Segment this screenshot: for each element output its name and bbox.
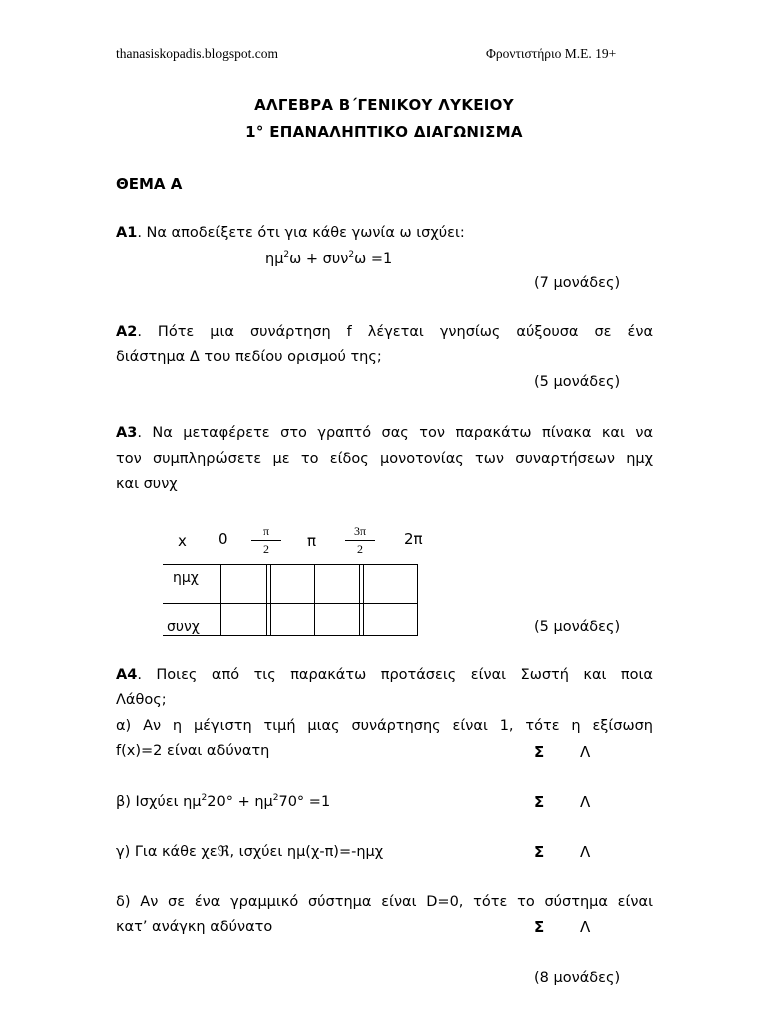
a1-text: . Να αποδείξετε ότι για κάθε γωνία ω ισχύει: xyxy=(137,225,465,241)
frac-numerator: π xyxy=(251,524,281,541)
a2-points: (5 μονάδες) xyxy=(534,374,621,390)
a4-text1: . Ποιες από τις παρακάτω προτάσεις είναι Σωστή και ποια xyxy=(137,667,653,683)
a4-b-part: 70° =1 xyxy=(278,794,331,810)
a3-line1 xyxy=(116,425,653,441)
a1-formula-sup: 2 xyxy=(348,250,355,260)
a1-formula-part: ω + συν xyxy=(289,251,349,267)
table-row-sin: ημχ xyxy=(173,570,199,586)
title-line1: ΑΛΓΕΒΡΑ Β΄ΓΕΝΙΚΟΥ ΛΥΚΕΙΟΥ xyxy=(254,96,514,114)
a4-d-line2: κατ’ ανάγκη αδύνατο xyxy=(116,919,273,935)
a4-c-true: Σ xyxy=(534,843,545,861)
a4-label: Α4 xyxy=(116,667,138,683)
table-x-label: x xyxy=(178,532,187,550)
a4-c-line xyxy=(116,844,383,861)
a4-points: (8 μονάδες) xyxy=(534,970,621,986)
table-hline xyxy=(163,603,418,604)
a1-formula xyxy=(265,250,392,267)
a3-text1: . Να μεταφέρετε στο γραπτό σας τον παρακάτω πίνακα και να xyxy=(137,425,653,441)
a4-a-line2: f(x)=2 είναι αδύνατη xyxy=(116,743,270,759)
table-vline xyxy=(220,564,221,636)
a4-line1 xyxy=(116,667,653,683)
a4-b-false: Λ xyxy=(580,793,591,811)
a4-b-part: β) Ισχύει ημ xyxy=(116,794,202,810)
table-col-pi: π xyxy=(307,532,317,550)
a4-line2: Λάθος; xyxy=(116,692,167,708)
a2-text1: . Πότε μια συνάρτηση f λέγεται γνησίως αύξουσα σε ένα xyxy=(137,324,653,340)
title-line2: 1° ΕΠΑΝΑΛΗΠΤΙΚΟ ΔΙΑΓΩΝΙΣΜΑ xyxy=(245,123,523,141)
table-vline xyxy=(270,564,271,636)
table-col-3pi-half xyxy=(345,524,375,557)
a4-d-false: Λ xyxy=(580,918,591,936)
section-heading: ΘΕΜΑ Α xyxy=(116,175,183,193)
table-vline xyxy=(363,564,364,636)
frac-numerator: 3π xyxy=(345,524,375,541)
a4-c-false: Λ xyxy=(580,843,591,861)
a1-question xyxy=(116,225,465,241)
table-col-2pi: 2π xyxy=(404,530,423,548)
a3-line3: και συνχ xyxy=(116,476,178,492)
a1-label: Α1 xyxy=(116,225,138,241)
a4-c-part: γ) Για κάθε χε xyxy=(116,844,218,860)
table-col-0: 0 xyxy=(218,530,228,548)
a4-b-line xyxy=(116,793,330,810)
frac-denominator: 2 xyxy=(263,542,269,556)
a4-a-line1: α) Αν η μέγιστη τιμή μιας συνάρτησης είναι 1, τότε η εξίσωση xyxy=(116,718,653,734)
a1-formula-part: ημ xyxy=(265,251,284,267)
a2-label: Α2 xyxy=(116,324,138,340)
table-vline xyxy=(266,564,267,636)
a2-line2: διάστημα Δ του πεδίου ορισμού της; xyxy=(116,349,382,365)
real-numbers-symbol: ℜ xyxy=(217,844,230,860)
a4-a-false: Λ xyxy=(580,743,591,761)
a3-line2: τον συμπληρώσετε με το είδος μονοτονίας των συναρτήσεων ημχ xyxy=(116,451,653,467)
table-hline xyxy=(163,564,418,565)
a1-formula-sup: 2 xyxy=(283,250,290,260)
a4-a-true: Σ xyxy=(534,743,545,761)
a4-b-part: 20° + ημ xyxy=(207,794,273,810)
a4-b-sup: 2 xyxy=(272,793,279,803)
header-site: thanasiskopadis.blogspot.com xyxy=(116,46,278,61)
a4-d-line1: δ) Αν σε ένα γραμμικό σύστημα είναι D=0, τότε το σύστημα είναι xyxy=(116,894,653,910)
a4-d-true: Σ xyxy=(534,918,545,936)
a1-formula-part: ω =1 xyxy=(354,251,393,267)
table-row-cos: συνχ xyxy=(167,619,200,635)
frac-denominator: 2 xyxy=(357,542,363,556)
table-vline xyxy=(314,564,315,636)
header-course: Φροντιστήριο Μ.Ε. 19+ xyxy=(486,46,617,61)
a4-c-part: , ισχύει ημ(χ-π)=-ημχ xyxy=(229,844,384,860)
a2-line1 xyxy=(116,324,653,340)
a4-b-sup: 2 xyxy=(201,793,208,803)
table-hline xyxy=(163,635,418,636)
a4-b-true: Σ xyxy=(534,793,545,811)
table-vline xyxy=(417,564,418,636)
table-vline xyxy=(359,564,360,636)
a1-points: (7 μονάδες) xyxy=(534,275,621,291)
table-col-pi-half xyxy=(251,524,281,557)
a3-label: Α3 xyxy=(116,425,138,441)
a3-points: (5 μονάδες) xyxy=(534,619,621,635)
